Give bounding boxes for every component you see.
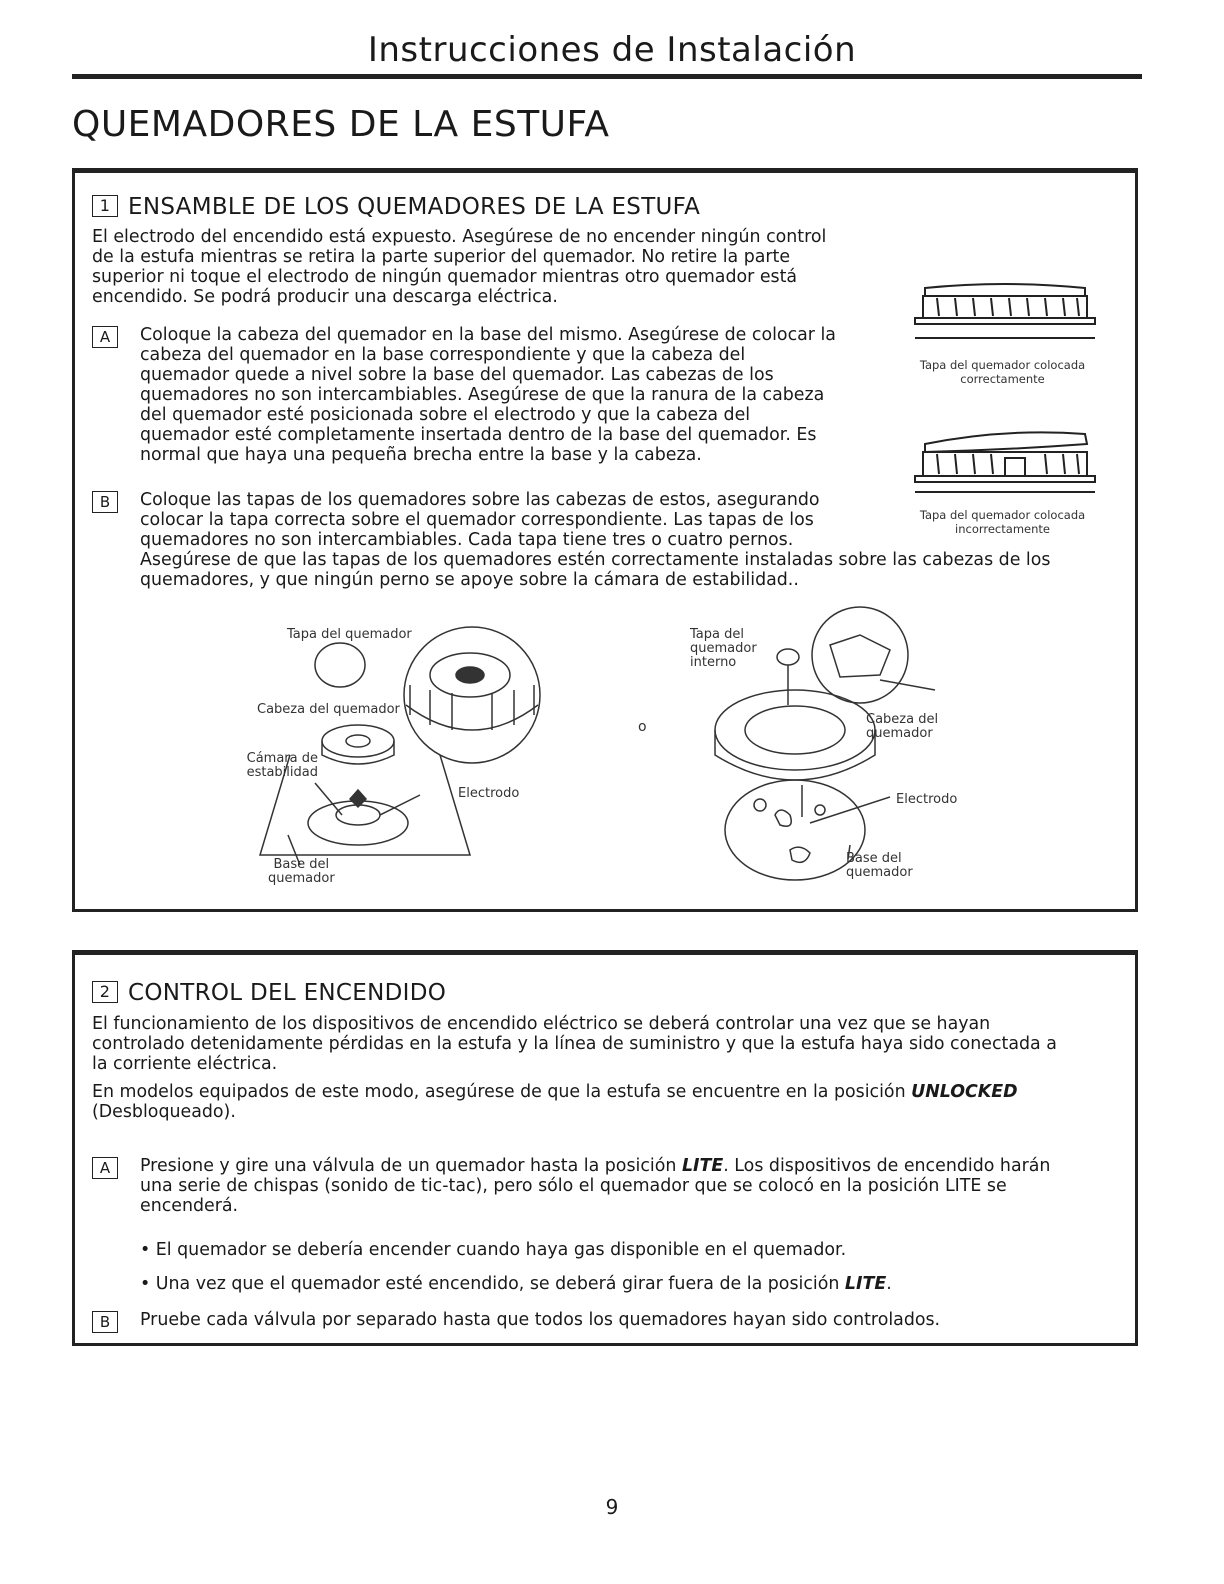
or-label: o <box>638 719 647 735</box>
step-1a-text <box>140 325 836 465</box>
step-line: quemador esté completamente insertada dentro de la base del quemador. Es <box>140 425 817 445</box>
label-line: Cámara de <box>246 751 318 766</box>
label-head-right <box>866 713 938 741</box>
page-heading: QUEMADORES DE LA ESTUFA <box>72 104 610 145</box>
caption-line: correctamente <box>960 372 1045 386</box>
step-2b-text: Pruebe cada válvula por separado hasta que todos los quemadores hayan sido controlados. <box>140 1310 941 1330</box>
label-inner-cap <box>690 628 757 670</box>
step-line: colocar la tapa correcta sobre el quemador correspondiente. Las tapas de los <box>140 510 814 530</box>
lite-keyword: LITE <box>844 1274 887 1294</box>
intro-line: encendido. Se podrá producir una descarga eléctrica. <box>92 287 558 307</box>
cap-correct-illustration <box>905 278 1105 348</box>
label-line: Cabeza del <box>866 712 939 727</box>
cap-incorrect-illustration <box>905 428 1105 498</box>
step-1b-label: B <box>92 491 118 513</box>
step-line: una serie de chispas (sonido de tic-tac), pero sólo el quemador que se colocó en la posición LITE se <box>140 1176 1007 1196</box>
caption-line: incorrectamente <box>955 522 1050 536</box>
step-line: Coloque la cabeza del quemador en la base del mismo. Asegúrese de colocar la <box>140 325 836 345</box>
step-line: del quemador esté posicionada sobre el electrodo y que la cabeza del <box>140 405 751 425</box>
step-line: encenderá. <box>140 1196 239 1216</box>
section-1-title-text: ENSAMBLE DE LOS QUEMADORES DE LA ESTUFA <box>128 194 701 220</box>
page-number: 9 <box>605 1495 619 1519</box>
section-2-intro <box>92 1014 1057 1074</box>
intro-line: El funcionamiento de los dispositivos de encendido eléctrico se deberá controlar una vez que se hayan <box>92 1014 991 1034</box>
intro-line: superior ni toque el electrodo de ningún quemador mientras otro quemador está <box>92 267 798 287</box>
bullet-text: • Una vez que el quemador esté encendido, se deberá girar fuera de la posición <box>140 1274 840 1294</box>
step-line: Asegúrese de que las tapas de los quemadores estén correctamente instaladas sobre las cabezas de los <box>140 550 1051 570</box>
step-line <box>140 1156 1120 1176</box>
step-line: quemadores no son intercambiables. Asegúrese de que la ranura de la cabeza <box>140 385 825 405</box>
intro-line: de la estufa mientras se retira la parte superior del quemador. No retire la parte <box>92 247 791 267</box>
bullet-1: • El quemador se debería encender cuando haya gas disponible en el quemador. <box>140 1240 847 1260</box>
step-2b-label: B <box>92 1311 118 1333</box>
step-2a-text <box>140 1156 1120 1216</box>
intro-line: controlado detenidamente pérdidas en la estufa y la línea de suministro y que la estufa haya sido conectada a <box>92 1034 1057 1054</box>
step-2a-label: A <box>92 1157 118 1179</box>
label-line: quemador <box>866 726 933 741</box>
step-1b-text <box>140 490 1050 590</box>
label-electrode: Electrodo <box>458 786 520 801</box>
label-cap: Tapa del quemador <box>287 627 412 642</box>
label-line: estabilidad <box>246 765 318 780</box>
caption-line: Tapa del quemador colocada <box>919 358 1086 372</box>
caption-incorrect <box>890 508 1115 536</box>
label-head: Cabeza del quemador <box>257 702 400 717</box>
mode-keyword: UNLOCKED <box>911 1082 1018 1102</box>
lite-keyword: LITE <box>681 1156 724 1176</box>
section-1-title <box>92 194 700 220</box>
label-base-right <box>846 852 913 880</box>
section-2-number: 2 <box>92 981 118 1003</box>
caption-correct <box>890 358 1115 386</box>
step-text: Presione y gire una válvula de un quemador hasta la posición <box>140 1156 677 1176</box>
step-line: cabeza del quemador en la base correspondiente y que la cabeza del <box>140 345 746 365</box>
label-base <box>268 858 335 886</box>
section-2-title <box>92 980 446 1006</box>
label-line: quemador <box>268 871 335 886</box>
section-1-number: 1 <box>92 195 118 217</box>
intro-line: El electrodo del encendido está expuesto. Asegúrese de no encender ningún control <box>92 227 827 247</box>
section-2-title-text: CONTROL DEL ENCENDIDO <box>128 980 447 1006</box>
label-line: quemador <box>846 865 913 880</box>
label-electrode-right: Electrodo <box>896 792 958 807</box>
header-rule <box>72 74 1142 79</box>
label-line: quemador <box>690 641 757 656</box>
step-line: quemadores no son intercambiables. Cada tapa tiene tres o cuatro pernos. <box>140 530 794 550</box>
section-1-intro <box>92 227 826 307</box>
header-title: Instrucciones de Instalación <box>367 30 857 70</box>
step-1a-label: A <box>92 326 118 348</box>
label-line: Tapa del <box>690 627 744 642</box>
step-line: quemadores, y que ningún perno se apoye sobre la cámara de estabilidad.. <box>140 570 799 590</box>
mode-text: En modelos equipados de este modo, asegúrese de que la estufa se encuentre en la posición <box>92 1082 906 1102</box>
caption-line: Tapa del quemador colocada <box>919 508 1086 522</box>
section-2-mode <box>92 1082 1112 1122</box>
mode-line <box>92 1082 1112 1102</box>
step-line: normal que haya una pequeña brecha entre la base y la cabeza. <box>140 445 702 465</box>
intro-line: la corriente eléctrica. <box>92 1054 278 1074</box>
bullet-2 <box>140 1274 892 1294</box>
step-line: quemador quede a nivel sobre la base del quemador. Las cabezas de los <box>140 365 774 385</box>
step-line: Coloque las tapas de los quemadores sobre las cabezas de estos, asegurando <box>140 490 820 510</box>
label-line: interno <box>690 655 737 670</box>
bullet-period: . <box>886 1274 892 1294</box>
label-chamber <box>240 752 318 780</box>
label-line: Base del <box>273 857 330 872</box>
step-text: . Los dispositivos de encendido harán <box>723 1156 1051 1176</box>
mode-text2: (Desbloqueado). <box>92 1102 236 1122</box>
label-line: Base del <box>846 851 902 866</box>
